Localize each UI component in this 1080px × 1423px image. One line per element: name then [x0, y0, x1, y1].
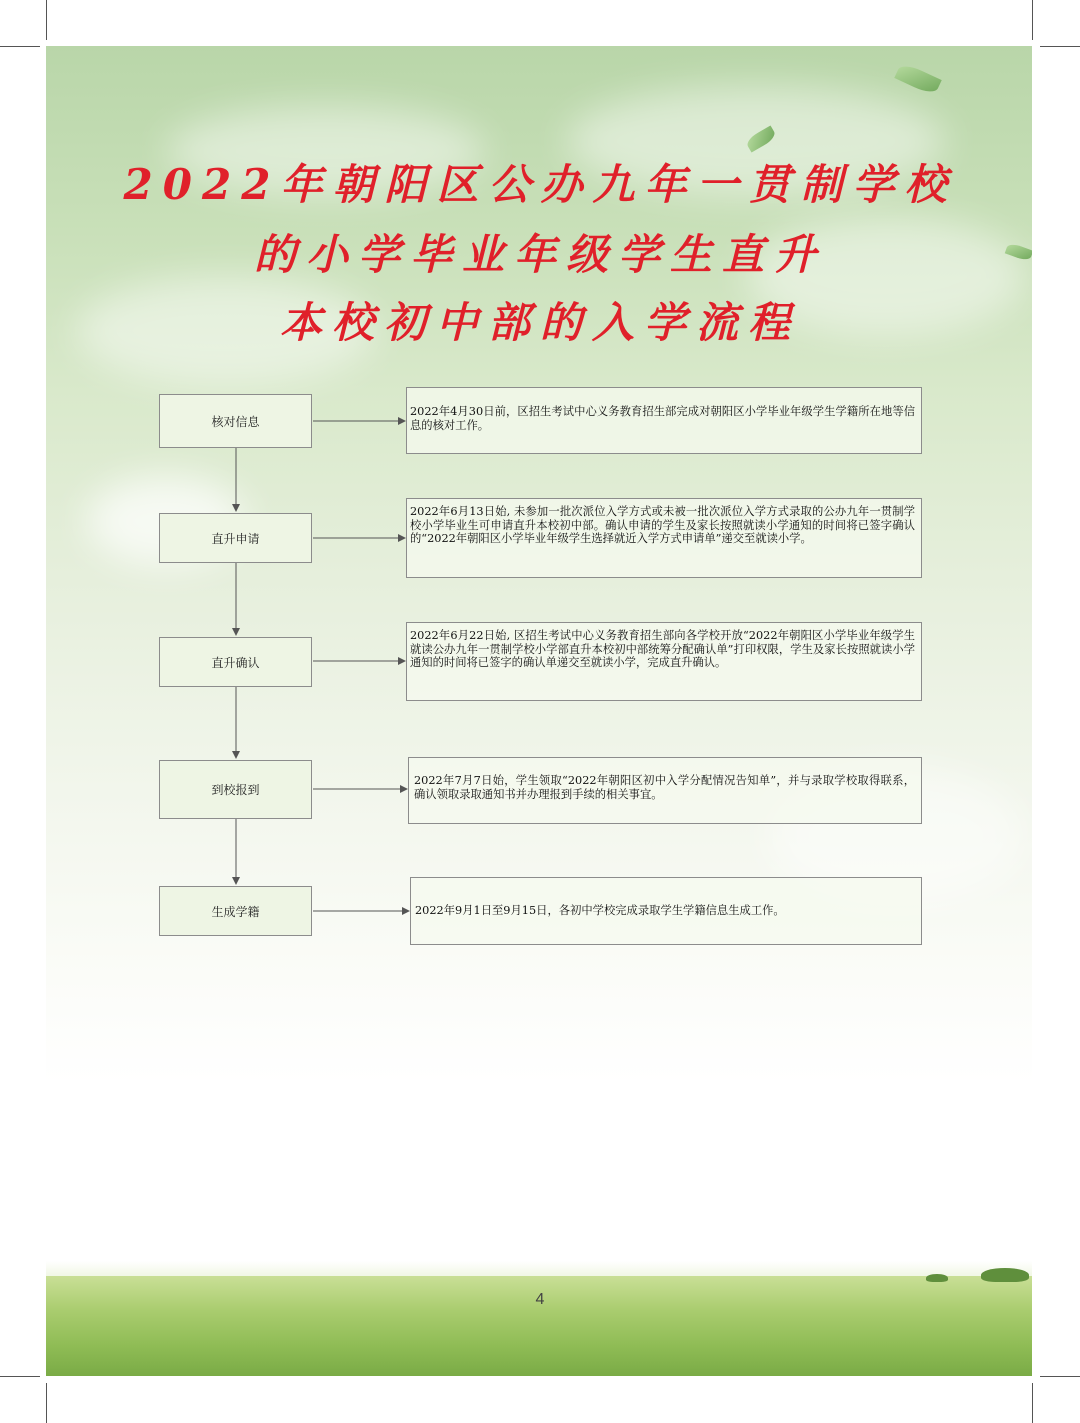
page-title-line-1: 2022年朝阳区公办九年一贯制学校	[123, 160, 957, 209]
page-number: 4	[535, 1291, 545, 1308]
step-description-school-report: 2022年7月7日始，学生领取“2022年朝阳区初中入学分配情况告知单”，并与录取学校取得联系，确认领取录取通知书并办理报到手续的相关事宜。	[408, 757, 922, 824]
step-box-school-report: 到校报到	[159, 760, 312, 819]
step-description-promotion-confirm: 2022年6月22日始, 区招生考试中心义务教育招生部向各学校开放“2022年朝阳区小学毕业年级学生就读公办九年一贯制学校小学部直升本校初中部统筹分配确认单”打印权限，学生及家长按照就读小学通知的时间将已签字的确认单递交至就读小学，完成直升确认。	[406, 622, 922, 701]
step-box-promotion-apply: 直升申请	[159, 513, 312, 563]
page-title-line-3: 本校初中部的入学流程	[279, 298, 800, 347]
step-description-generate-record: 2022年9月1日至9月15日，各初中学校完成录取学生学籍信息生成工作。	[410, 877, 922, 945]
step-box-promotion-confirm: 直升确认	[159, 637, 312, 687]
step-box-verify-info: 核对信息	[159, 394, 312, 448]
page-title-line-2: 的小学毕业年级学生直升	[253, 230, 826, 279]
step-box-generate-record: 生成学籍	[159, 886, 312, 936]
step-description-promotion-apply: 2022年6月13日始, 未参加一批次派位入学方式或未被一批次派位入学方式录取的公办九年一贯制学校小学毕业生可申请直升本校初中部。确认申请的学生及家长按照就读小学通知的时间将已签字确认的“2022年朝阳区小学毕业年级学生选择就近入学方式申请单”递交至就读小学。	[406, 498, 922, 578]
step-description-verify-info: 2022年4月30日前，区招生考试中心义务教育招生部完成对朝阳区小学毕业年级学生学籍所在地等信息的核对工作。	[406, 387, 922, 454]
